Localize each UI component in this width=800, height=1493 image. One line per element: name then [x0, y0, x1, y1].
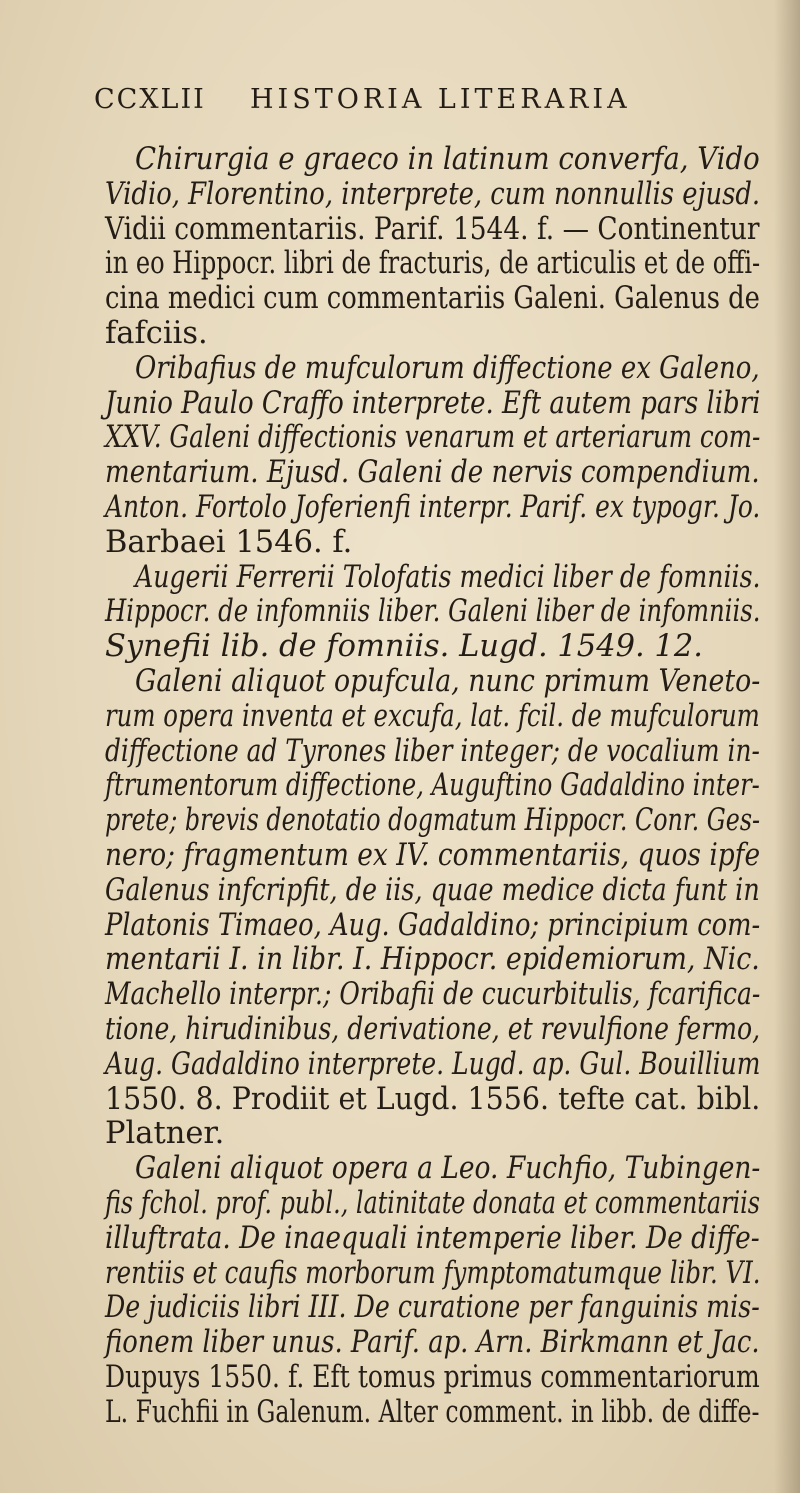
text-line: tione, hirudinibus, derivatione, et revulfione fermo, [105, 1012, 761, 1047]
text-line: fionem liber unus. Parif. ap. Arn. Birkmann et Jac. [105, 1325, 760, 1361]
text-line: cina medici cum commentariis Galeni. Galenus de [105, 281, 760, 317]
text-line: Vidii commentariis. Parif. 1544. f. — Continentur [105, 211, 760, 247]
text-line: Junio Paulo Craffo interprete. Eft autem pars libri [105, 385, 761, 421]
running-title: HISTORIA LITERARIA [250, 84, 631, 115]
text-line: fafciis. [105, 316, 208, 351]
text-line: 1550. 8. Prodiit et Lugd. 1556. tefte cat. bibl. [105, 1081, 761, 1117]
text-line: Anton. Fortolo Joferienfi interpr. Parif. ex typogr. Jo. [105, 490, 761, 525]
text-line: Galeni aliquot opera a Leo. Fuchfio, Tubingen- [135, 1151, 761, 1187]
text-line: Vidio, Florentino, interprete, cum nonnullis ejusd. [105, 176, 761, 212]
text-line: in eo Hippocr. libri de fracturis, de articulis et de offi- [105, 246, 761, 282]
page-number: CCXLII [94, 84, 206, 115]
text-line: Machello interpr.; Oribafii de cucurbitulis, fcarifica- [105, 977, 761, 1013]
text-line: ftrumentorum diffectione, Auguftino Gadaldino inter- [105, 768, 760, 804]
text-line: Aug. Gadaldino interprete. Lugd. ap. Gul. Bouillium [105, 1046, 761, 1082]
text-line: illuftrata. De inaequali intemperie liber. De diffe- [105, 1220, 760, 1256]
text-line: De judiciis libri III. De curatione per fanguinis mis- [105, 1290, 760, 1326]
text-line: nero; fragmentum ex IV. commentariis, quos ipfe [105, 838, 761, 873]
text-line: XXV. Galeni diffectionis venarum et arteriarum com- [105, 420, 761, 456]
text-line: diffectione ad Tyrones liber integer; de vocalium in- [105, 733, 760, 769]
text-line: prete; brevis denotatio dogmatum Hippocr. Conr. Ges- [105, 803, 761, 839]
text-line: L. Fuchfii in Galenum. Alter comment. in libb. de diffe- [105, 1394, 760, 1430]
text-line: Platonis Timaeo, Aug. Gadaldino; principium com- [105, 907, 761, 943]
text-line: Chirurgia e graeco in latinum converfa, Vido [135, 142, 760, 177]
text-line: mentarium. Ejusd. Galeni de nervis compendium. [105, 455, 760, 491]
text-line: Barbaei 1546. f. [105, 524, 353, 560]
text-line: rum opera inventa et excufa, lat. fcil. de mufculorum [105, 698, 760, 734]
text-line: Synefii lib. de fomniis. Lugd. 1549. 12. [105, 629, 703, 665]
page-edge-shadow [774, 0, 800, 1493]
text-line: fis fchol. prof. publ., latinitate donata et commentariis [105, 1186, 761, 1221]
text-line: rentiis et caufis morborum fymptomatumque libr. VI. [105, 1255, 761, 1291]
text-line: Hippocr. de infomniis liber. Galeni liber de infomniis. [105, 594, 761, 630]
text-line: Dupuys 1550. f. Eft tomus primus commentariorum [105, 1360, 760, 1395]
text-line: Galenus infcripfit, de iis, quae medice dicta funt in [105, 872, 760, 908]
text-line: Galeni aliquot opufcula, nunc primum Veneto- [135, 664, 761, 699]
text-line: Augerii Ferrerii Tolofatis medici liber de fomniis. [135, 559, 761, 595]
text-line: mentarii I. in libr. I. Hippocr. epidemiorum, Nic. [105, 942, 760, 978]
text-line: Oribafius de mufculorum diffectione ex Galeno, [135, 350, 760, 386]
running-header [94, 84, 760, 124]
text-line: Platner. [105, 1116, 225, 1152]
